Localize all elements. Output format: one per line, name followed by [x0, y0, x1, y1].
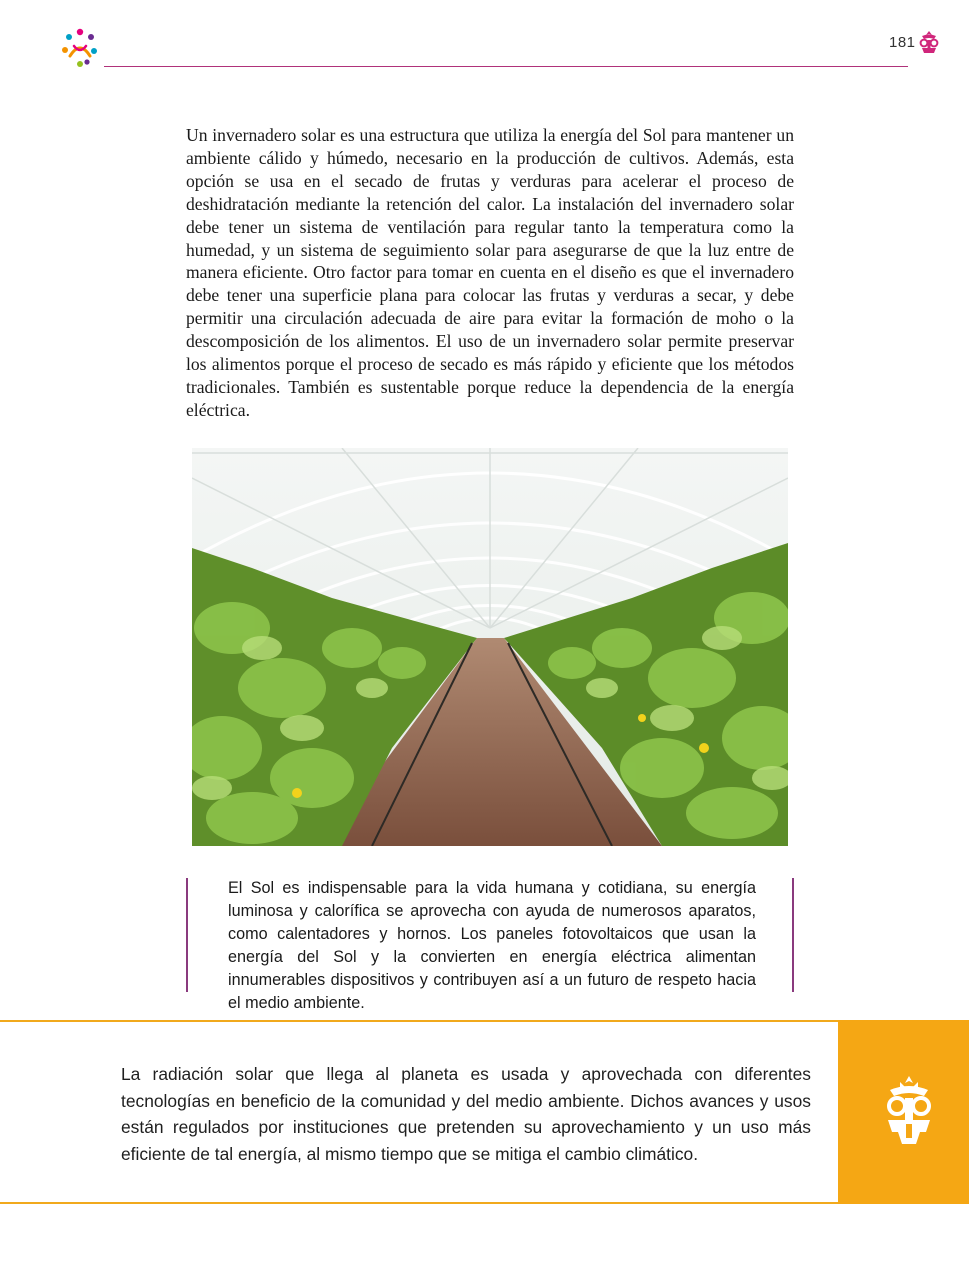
band-rule-bottom — [0, 1202, 838, 1204]
white-tree-emblem-icon — [884, 1074, 934, 1146]
colorful-dots-logo-icon — [58, 26, 102, 70]
photo-caption: El Sol es indispensable para la vida humana y cotidiana, su energía luminosa y calorífica se aprovecha con ayuda de numerosos aparatos, como calentadores y hornos. Los paneles fotovoltaicos que usan la energía del Sol y la convierten en energía eléctrica alimentan innumerables dispositivos y contribuyen así a un futuro de respeto hacia el medio ambiente. — [228, 879, 756, 1012]
band-rule-top — [0, 1020, 838, 1022]
info-band — [0, 1020, 969, 1204]
caption-box — [186, 878, 794, 1012]
page-number: 181 — [889, 34, 916, 51]
pink-tree-emblem-icon — [918, 30, 940, 54]
info-text: La radiación solar que llega al planeta es usada y aprovechada con diferentes tecnologías en beneficio de la comunidad y del medio ambiente. Dichos avances y usos están regulados por instituciones que pretenden su aprovechamiento y un uso más eficiente de tal energía, al mismo tiempo que se mitiga el cambio climático. — [121, 1064, 811, 1164]
header-rule — [104, 66, 908, 67]
greenhouse-photo — [192, 448, 788, 846]
main-paragraph: Un invernadero solar es una estructura que utiliza la energía del Sol para mantener un ambiente cálido y húmedo, necesario en la producción de cultivos. Además, esta opción se usa en el secado de frutas y verduras para acelerar el proceso de deshidratación mediante la retención del calor. La instalación del invernadero solar debe tener un sistema de ventilación para regular tanto la temperatura como la humedad, y un sistema de seguimiento solar para asegurarse de que la luz entre de manera eficiente. Otro factor para tomar en cuenta en el diseño es que el invernadero debe tener una superficie plana para colocar las frutas y verduras a secar, y debe permitir una circulación adecuada de aire para evitar la formación de moho o la descomposición de los alimentos. El uso de un invernadero solar permite preservar los alimentos porque el proceso de secado es más rápido y eficiente que los métodos tradicionales. También es sustentable porque reduce la dependencia de la energía eléctrica. — [186, 125, 794, 420]
